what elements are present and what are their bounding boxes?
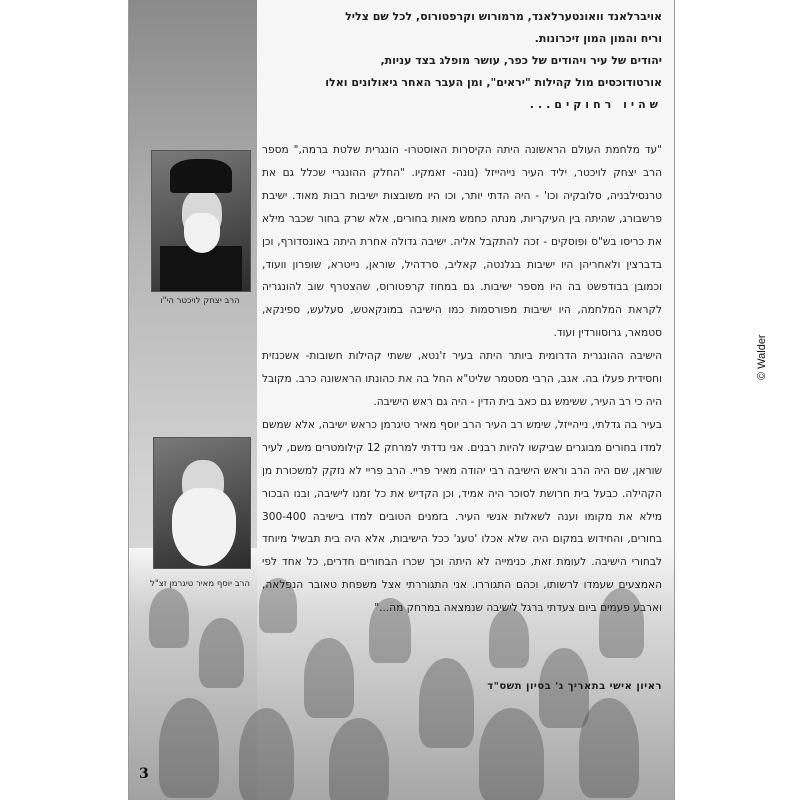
intro-line: יהודים של עיר ויהודים של כפר, עושר מופלג בצד עניות,	[380, 54, 662, 67]
page-number: 3	[139, 766, 149, 782]
body-paragraph: הישיבה ההונגרית הדרומית ביותר היתה בעיר ז'נטא, ששתי קהילות חשובות- אשכנזית וחסידית פעלו בה. אגב, הרבי מסטמר שליט"א החל בה את כהונתו הראשונה כרב. מקובל היה כי רב העיר, ששימש גם כאב בית הדין - היה גם ראש הישיבה.	[262, 350, 662, 408]
photo-figure	[149, 588, 189, 648]
intro-line: אויברלאנד וואונטערלאנד, מרמורוש וקרפטורוס, לכל שם צליל	[345, 10, 662, 23]
intro-text	[262, 6, 662, 116]
body-paragraph: "עד מלחמת העולם הראשונה היתה הקיסרות האוסטרו- הונגרית שלטת ברמה," מספר הרב יצחק לויכטר, יליד העיר נייהייזל (נונה- זאמקיו. "החלק ההונגרי שכלל גם את טרנסילבניה, סלובקיה וכו' - היה הדתי יותר, וכו היו משובצות ישיבות רבות מאוד. ישיבת פרשבורג, שהיתה בין העיקריות, מנתה כחמש מאות בחורים, אלא שרק בחור שכבר מילא את כריסו בש"ס ופוסקים - זכה להתקבל אליה. ישיבה גדולה אחרת היתה באונסדורף, וכן בדברצין ולאחריהן היו ישיבות בגלנטה, קאליב, סרדהיל, שוראן, נייטרא, שופרון וועוד, וכמובן בבודפשט בה היו מספר ישיבות. גם במחוז קרפטורוס, שהצטרף שוב להונגריה לקראת המלחמה, היו ישיבות מפורסמות כמו הישיבה במונקאטש, סעלעש, ספינקא, סטמאר, גרוסוורדין ועוד.	[262, 144, 662, 340]
interview-signature: ראיון אישי בתאריך ג' בסיון תשס"ד	[487, 681, 662, 692]
photo-figure	[199, 618, 244, 688]
caption-bottom: הרב יוסף מאיר טיגרמן זצ"ל	[150, 579, 250, 589]
intro-line: שהיו רחוקים...	[529, 98, 662, 111]
portrait-rabbi-leichter	[151, 150, 251, 292]
photo-figure	[479, 708, 544, 800]
body-paragraph: בעיר בה גדלתי, נייהייזל, שימש רב העיר הרב יוסף מאיר טיגרמן כראש ישיבה, אלא שמשם למדו בחורים מבוגרים שביקשו להיות רבנים. אני נדדתי למרחק 12 קילומטרים משם, לעיר שוראן, שם היה הרב וראש הישיבה רבי יהודה מאיר פריי. הרב פריי לא נזקק למשכורת מן הקהילה. כבעל בית חרושת לסוכר היה אמיד, וכן הקדיש את כל זמנו לישיבה, ובנו הבכור מילא את מקומו וענה לשאלות אנשי העיר. בזמנים הטובים למדו בישיבה 300-400 בחורים, והחידוש במקום היה שלא אכלו 'טעג' ככל הישיבות, אלא היה בית תבשיל מיוחד לבחורי הישיבה. לעומת זאת, כנימייה לא היתה וכך שכרו הבחורים חדרים, כל אחד לפי האמצעים שעמדו לרשותו, וכהם התגוררו. אני התגוררתי אצל משפחת טאובר הנפלאה, וארבע פעמים ביום צעדתי ברגל לישיבה שנמצאה במרחק מה..."	[262, 418, 662, 615]
photo-figure	[159, 698, 219, 798]
photo-figure	[419, 658, 474, 748]
photo-figure	[329, 718, 389, 800]
intro-line: וריח והמון המון זיכרונות.	[534, 32, 662, 45]
caption-top: הרב יצחק לויכטר הי"ו	[160, 296, 240, 306]
portrait-rabbi-tigerman	[153, 437, 251, 569]
article-body	[262, 139, 662, 620]
photo-figure	[304, 638, 354, 718]
photo-figure	[239, 708, 294, 800]
photo-credit: © Walder	[756, 334, 768, 380]
photo-figure	[579, 698, 639, 798]
intro-line: אורטודוכסים מול קהילות "יראים", ומן העבר האחר גיאולונים ואלו	[325, 76, 662, 89]
